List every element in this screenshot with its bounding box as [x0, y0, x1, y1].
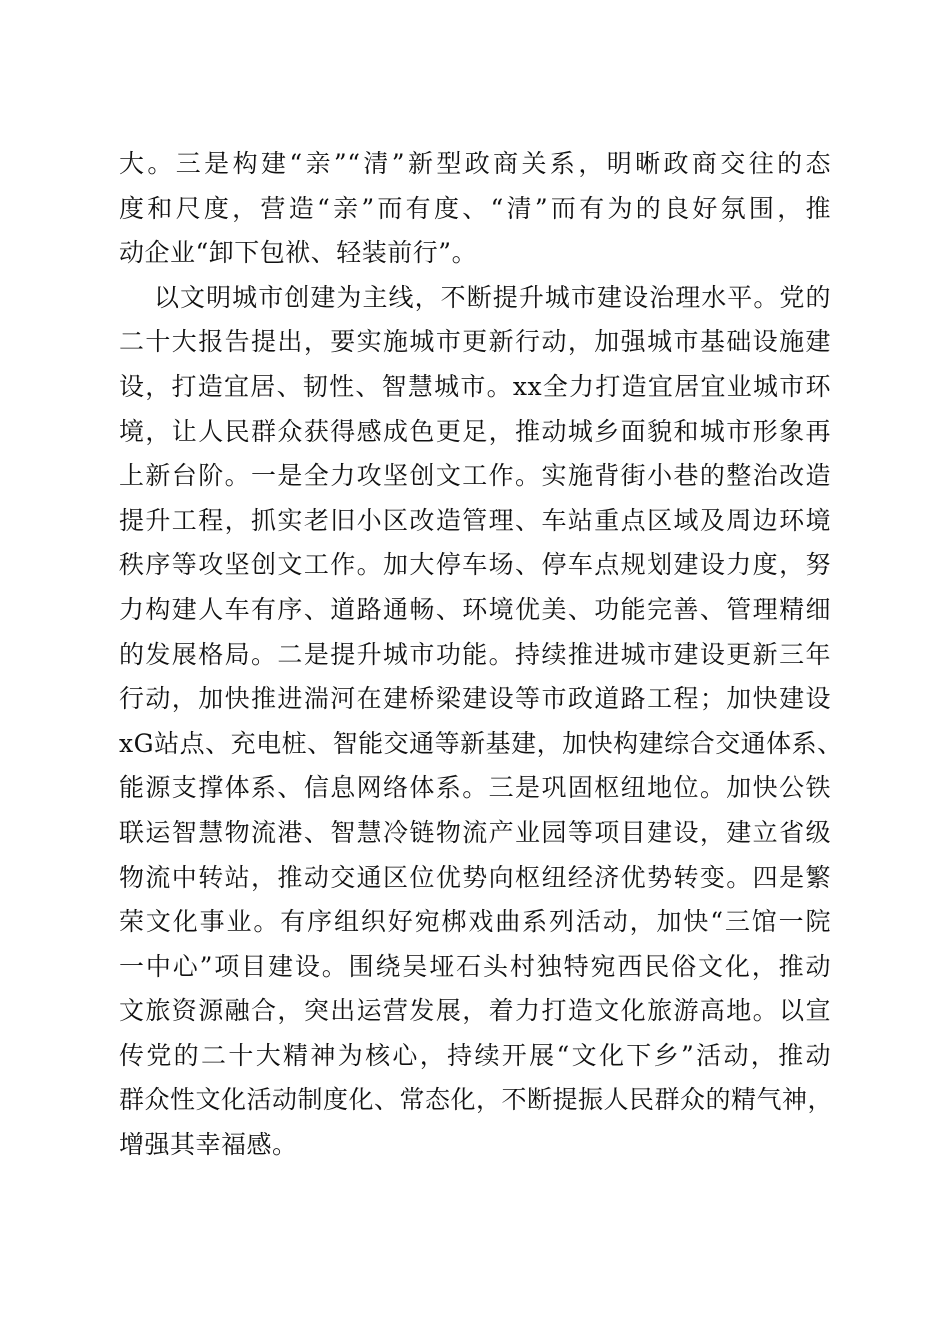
text-line: 物流中转站，推动交通区位优势向枢纽经济优势转变。四是繁 [119, 862, 831, 892]
text-line: 提升工程，抓实老旧小区改造管理、车站重点区域及周边环境 [119, 505, 831, 535]
text-line: 联运智慧物流港、智慧冷链物流产业园等项目建设，建立省级 [119, 817, 831, 847]
text-line: 大。三是构建“亲”“清”新型政商关系，明晰政商交往的态 [119, 149, 831, 178]
paragraph-first-line: 以文明城市创建为主线，不断提升城市建设治理水平。党的 [154, 282, 831, 312]
text-line: 上新台阶。一是全力攻坚创文工作。实施背街小巷的整治改造 [119, 461, 831, 491]
text-line: 设，打造宜居、韧性、智慧城市。xx全力打造宜居宜业城市环 [119, 371, 831, 401]
text-line: 文旅资源融合，突出运营发展，着力打造文化旅游高地。以宣 [119, 996, 831, 1026]
text-line: 传党的二十大精神为核心，持续开展“文化下乡”活动，推动 [119, 1040, 831, 1070]
text-line: xG站点、充电桩、智能交通等新基建，加快构建综合交通体系、 [119, 728, 843, 758]
text-line: 二十大报告提出，要实施城市更新行动，加强城市基础设施建 [119, 327, 831, 357]
text-line: 行动，加快推进湍河在建桥梁建设等市政道路工程；加快建设 [119, 684, 831, 714]
text-line: 秩序等攻坚创文工作。加大停车场、停车点规划建设力度，努 [119, 550, 831, 580]
text-line: 的发展格局。二是提升城市功能。持续推进城市建设更新三年 [119, 639, 831, 669]
text-line: 群众性文化活动制度化、常态化，不断提振人民群众的精气神， [119, 1085, 834, 1115]
text-line: 境，让人民群众获得感成色更足，推动城乡面貌和城市形象再 [119, 416, 831, 446]
text-line: 度和尺度，营造“亲”而有度、“清”而有为的良好氛围，推 [119, 193, 831, 223]
text-line: 一中心”项目建设。围绕吴垭石头村独特宛西民俗文化，推动 [119, 951, 831, 981]
text-line: 动企业“卸下包袱、轻装前行”。 [119, 238, 478, 268]
text-line: 能源支撑体系、信息网络体系。三是巩固枢纽地位。加快公铁 [119, 773, 831, 803]
body-text [119, 142, 843, 1168]
text-line: 力构建人车有序、道路通畅、环境优美、功能完善、管理精细 [119, 594, 831, 624]
text-line: 增强其幸福感。 [119, 1130, 298, 1160]
text-line: 荣文化事业。有序组织好宛梆戏曲系列活动，加快“三馆一院 [119, 907, 831, 937]
